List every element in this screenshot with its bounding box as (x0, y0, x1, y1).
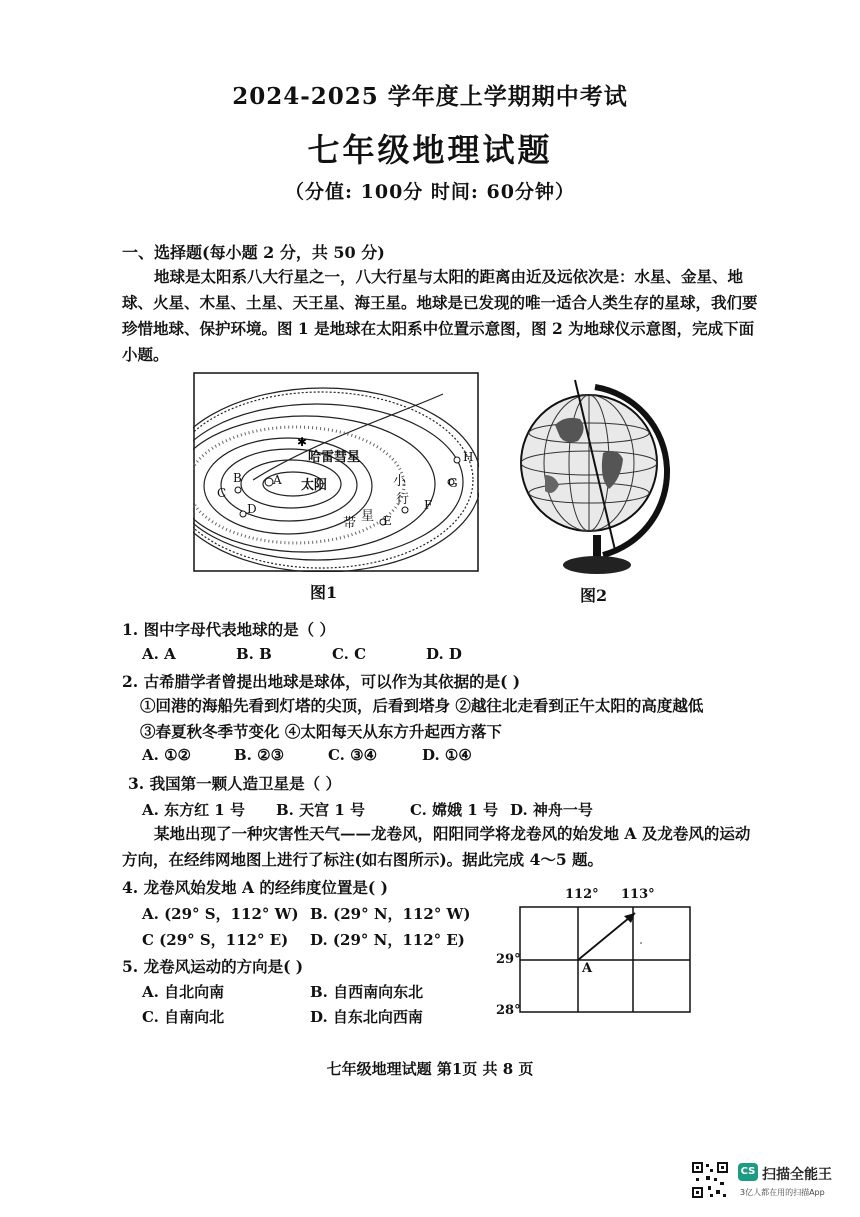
letter-C: C (217, 486, 227, 500)
material-tornado: 某地出现了一种灾害性天气——龙卷风，阳阳同学将龙卷风的始发地 A 及龙卷风的运动方向，在经纬网地图上进行了标注(如右图所示)。据此完成 4～5 题。 (122, 824, 751, 869)
section-intro: 地球是太阳系八大行星之一，八大行星与太阳的距离由近及远依次是：水星、金星、地球、火星、木星、土星、天王星、海王星。地球是已发现的唯一适合人类生存的星球，我们要珍惜地球、保护环境。图 1 是地球在太阳系中位置示意图，图 2 为地球仪示意图，完成下面小题。 (122, 267, 758, 364)
svg-text:✱: ✱ (297, 435, 308, 449)
q3-option-c: C. 嫦娥 1 号 (410, 801, 499, 819)
q1-option-a: A. A (142, 645, 176, 663)
figure1-solar-system (193, 372, 479, 572)
exam-header: 2024-2025 学年度上学期期中考试 (232, 83, 628, 110)
q2-option-a: A. ①② (142, 746, 191, 764)
planet-H-dot (454, 457, 460, 463)
q4-option-d: D. (29° N，112° E) (310, 931, 465, 949)
section-title: 一、选择题(每小题 2 分，共 50 分) (122, 243, 385, 262)
exam-title: 七年级地理试题 (307, 131, 553, 169)
q1-option-c: C. C (332, 645, 367, 663)
q4-option-b: B. (29° N，112° W) (310, 905, 471, 923)
q3-option-b: B. 天宫 1 号 (276, 801, 366, 819)
lat-label-29: 29° (496, 952, 521, 967)
point-A-label: A (582, 961, 593, 976)
q2-option-c: C. ③④ (328, 746, 378, 764)
figure1-caption: 图1 (310, 583, 338, 602)
q5-option-a: A. 自北向南 (142, 983, 225, 1001)
q5-option-d: D. 自东北向西南 (310, 1008, 423, 1026)
lat-lon-grid-map (490, 885, 700, 1020)
belt-label-3: 带 (343, 516, 357, 531)
letter-D: D (247, 502, 257, 516)
lat-label-28: 28° (496, 1003, 521, 1018)
sun-label: 太阳 (301, 478, 328, 493)
q4-option-a: A. (29° S，112° W) (142, 905, 299, 923)
q5-option-b: B. 自西南向东北 (310, 983, 424, 1001)
q5-stem: 5. 龙卷风运动的方向是( ) (122, 957, 304, 976)
q2-option-b: B. ②③ (234, 746, 285, 764)
qr-code-icon (690, 1160, 730, 1200)
planet-D-dot (240, 511, 246, 517)
camscanner-logo-icon: CS (738, 1163, 758, 1181)
grid-diagram (490, 885, 700, 1020)
belt-label-2: 行 (396, 492, 410, 507)
lon-label-113: 113° (621, 887, 655, 902)
letter-G: G (448, 476, 458, 490)
watermark-brand: 扫描全能王 (762, 1167, 832, 1183)
q1-option-b: B. B (236, 645, 272, 663)
globe-icon (515, 365, 675, 580)
exam-score-time: （分值: 100分 时间: 60分钟） (285, 181, 575, 203)
q3-stem: 3. 我国第一颗人造卫星是（ ） (128, 774, 341, 793)
comet-label: 哈雷彗星 (308, 450, 361, 465)
letter-B: B (233, 471, 242, 485)
planet-A-dot (265, 478, 273, 486)
q4-option-c: C (29° S，112° E) (142, 931, 289, 949)
q3-option-a: A. 东方红 1 号 (142, 801, 245, 819)
page-footer: 七年级地理试题 第1页 共 8 页 (326, 1060, 534, 1078)
figure2-globe (515, 365, 675, 580)
q2-option-d: D. ①④ (422, 746, 472, 764)
planet-C-dot (235, 487, 241, 493)
q1-stem: 1. 图中字母代表地球的是（ ） (122, 620, 335, 639)
q2-statement-line1: ①回港的海船先看到灯塔的尖顶，后看到塔身 ②越往北走看到正午太阳的高度越低 (140, 696, 704, 715)
letter-H: H (463, 450, 474, 464)
q1-option-d: D. D (426, 645, 462, 663)
letter-A: A (273, 473, 282, 487)
planet-F-dot (402, 507, 408, 513)
belt-label-1: 小 (393, 474, 407, 489)
lon-label-112: 112° (565, 887, 599, 902)
letter-E: E (383, 514, 392, 528)
letter-F: F (424, 498, 433, 512)
q4-stem: 4. 龙卷风始发地 A 的经纬度位置是( ) (122, 878, 388, 897)
figure2-caption: 图2 (580, 586, 608, 605)
q3-option-d: D. 神舟一号 (510, 801, 593, 819)
q5-option-c: C. 自南向北 (142, 1008, 225, 1026)
belt-label-4: 星 (361, 509, 375, 524)
q2-stem: 2. 古希腊学者曾提出地球是球体，可以作为其依据的是( ) (122, 672, 521, 691)
watermark-subtitle: 3亿人都在用的扫描App (740, 1188, 825, 1197)
q2-statement-line2: ③春夏秋冬季节变化 ④太阳每天从东方升起西方落下 (140, 722, 502, 741)
